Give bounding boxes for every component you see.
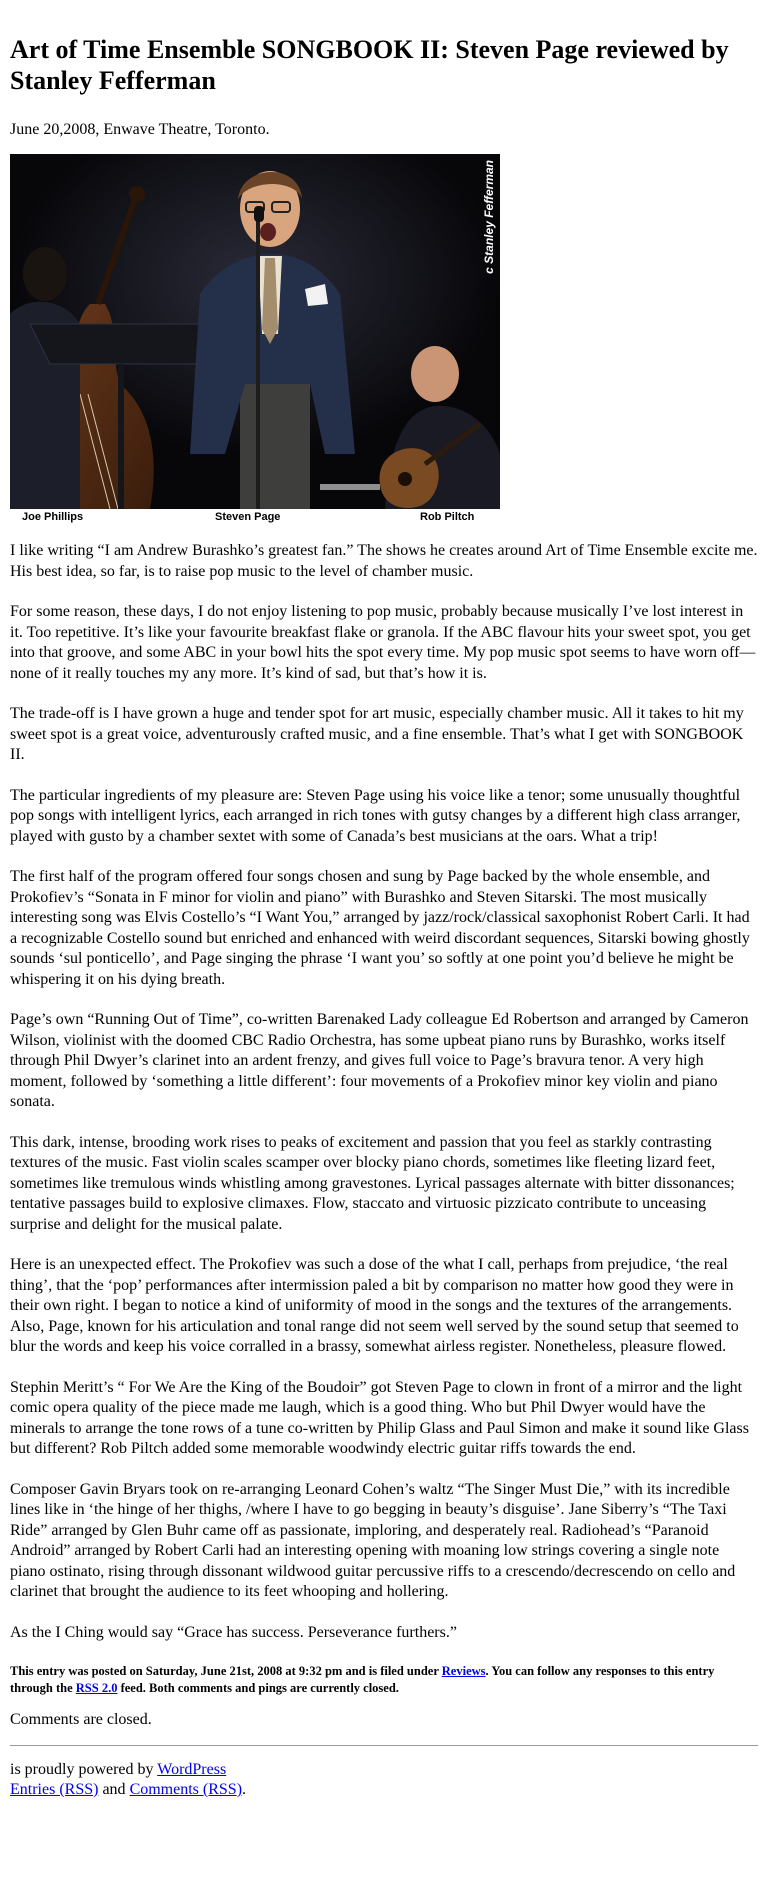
dateline: June 20,2008, Enwave Theatre, Toronto. <box>10 121 270 138</box>
comments-rss-link[interactable]: Comments (RSS) <box>129 1781 243 1798</box>
page-title: Art of Time Ensemble SONGBOOK II: Steven Page reviewed by Stanley Fefferman <box>10 35 729 95</box>
comments-closed-notice: Comments are closed. <box>10 1711 152 1728</box>
concert-photo <box>10 154 500 509</box>
paragraph: I like writing “I am Andrew Burashko’s greatest fan.” The shows he creates around Art of Time Ensemble excite me. His best idea, so far, is to raise pop music to the level of chamber music. <box>10 542 758 580</box>
paragraph: Page’s own “Running Out of Time”, co-written Barenaked Lady colleague Ed Robertson and arranged by Cameron Wilson, violinist with the doomed CBC Radio Orchestra, has some upbeat piano runs by Burashko, works itself through Phil Dwyer’s clarinet into an ardent frenzy, and gives full voice to Page’s bravura tenor. A very high moment, followed by ‘something a little different’: four movements of a Prokofiev minor key violin and piano sonata. <box>10 1011 749 1110</box>
concert-photo-illustration <box>10 154 500 509</box>
caption-joe-phillips: Joe Phillips <box>22 511 84 523</box>
paragraph: Stephin Meritt’s “ For We Are the King of the Boudoir” got Steven Page to clown in front of a mirror and the light comic opera quality of the piece made me laugh, which is a good thing. Who but Phil Dwyer would have the minerals to arrange the tone rows of a tune co-written by Philip Glass and Paul Simon and make it sound like Glass but different? Rob Piltch added some memorable woodwindy electric guitar riffs towards the end. <box>10 1378 749 1457</box>
postmeta-prefix: This entry was posted on Saturday, June 21st, 2008 at 9:32 pm and is filed under <box>10 1664 442 1678</box>
paragraph: The trade-off is I have grown a huge and tender spot for art music, especially chamber music. All it takes to hit my sweet spot is a great voice, adventurously crafted music, and a fine ensemble. That’s what I get with SONGBOOK II. <box>10 705 744 763</box>
paragraph: The particular ingredients of my pleasure are: Steven Page using his voice like a tenor; some unusually thoughtful pop songs with intelligent lyrics, each arranged in rich tones with gutsy changes by a different high class arranger, played with gusto by a chamber sextet with some of Canada’s best musicians at the oars. What a trip! <box>10 786 741 845</box>
entries-rss-link[interactable]: Entries (RSS) <box>10 1781 99 1798</box>
wordpress-link[interactable]: WordPress <box>157 1761 227 1778</box>
photo-credit: c Stanley Fefferman <box>482 160 496 274</box>
paragraph: Here is an unexpected effect. The Prokofiev was such a dose of the what I call, perhaps from prejudice, ‘the real thing’, that the ‘pop’ performances after intermission paled a bit by comparison no matter how good they were in their own right. I began to notice a kind of uniformity of mood in the songs and the textures of the arrangements. Also, Page, known for his articulation and tonal range did not seem well served by the sound setup that seemed to blur the words and keep his voice corralled in a brassy, somewhat airless register. Nonetheless, pleasure flowed. <box>10 1256 739 1355</box>
and-text: and <box>98 1781 130 1798</box>
footer-end: . <box>242 1781 247 1798</box>
footer <box>10 1760 758 1800</box>
caption-rob-piltch: Rob Piltch <box>420 511 475 523</box>
paragraph: The first half of the program offered four songs chosen and sung by Page backed by the whole ensemble, and Prokofiev’s “Sonata in F minor for violin and piano” with Burashko and Steven Sitarski. The most musically interesting song was Elvis Costello’s “I Want You,” arranged by jazz/rock/classical saxophonist Robert Carli. It had a recognizable Costello sound but enriched and enhanced with weird discordant sequences, Sitarski bowing ghostly sounds ‘sul ponticello’, and Page singing the phrase ‘I want you’ so softly at one point you’d believe he might be whispering it on his dying breath. <box>10 868 750 988</box>
postmeta-suffix: feed. Both comments and pings are currently closed. <box>117 1681 399 1695</box>
paragraph: This dark, intense, brooding work rises to peaks of excitement and passion that you feel as starkly contrasting textures of the music. Fast violin scales scamper over blocky piano chords, sometimes like fleeting lizard feet, sometimes like tremulous winds whistling among gravestones. Lyrical passages alternate with bitter dissonances; tentative passages build to explosive climaxes. Flow, staccato and virtuosic pizzicato contribute to unceasing surprise and delight for the musical palate. <box>10 1133 735 1233</box>
paragraph: As the I Ching would say “Grace has success. Perseverance furthers.” <box>10 1623 457 1641</box>
photo-captions <box>10 511 500 527</box>
footer-divider <box>10 1745 758 1746</box>
concert-photo-figure <box>10 154 500 527</box>
powered-by-text: is proudly powered by <box>10 1761 158 1778</box>
reviews-category-link[interactable]: Reviews <box>441 1664 486 1678</box>
caption-steven-page: Steven Page <box>215 511 281 523</box>
post-metadata <box>10 1663 758 1697</box>
postmeta-middle: . You can follow any responses to this entry through the <box>10 1664 715 1695</box>
paragraph: For some reason, these days, I do not enjoy listening to pop music, probably because musically I’ve lost interest in it. Too repetitive. It’s like your favourite breakfast flake or granola. If the ABC flavour hits your sweet spot, you get into that groove, and some ABC in your bowl hits the spot every time. My pop music spot seems to have worn off—none of it really touches my any more. It’s kind of sad, but that’s how it is. <box>10 603 756 682</box>
rss-feed-link[interactable]: RSS 2.0 <box>75 1681 118 1695</box>
paragraph: Composer Gavin Bryars took on re-arranging Leonard Cohen’s waltz “The Singer Must Die,” with its incredible lines like in ‘the hinge of her thighs, /where I have to go begging in beauty’s disguise’. Jane Siberry’s “The Taxi Ride” arranged by Glen Buhr came off as passionate, imploring, and desperately real. Radiohead’s “Paranoid Android” arranged by Robert Carli had an interesting opening with moaning low strings covering a single note piano ostinato, rising through dissonant wildwood guitar percussive riffs to a crescendo/decrescendo on cello and clarinet that brought the audience to its feet whooping and hollering. <box>10 1480 736 1600</box>
